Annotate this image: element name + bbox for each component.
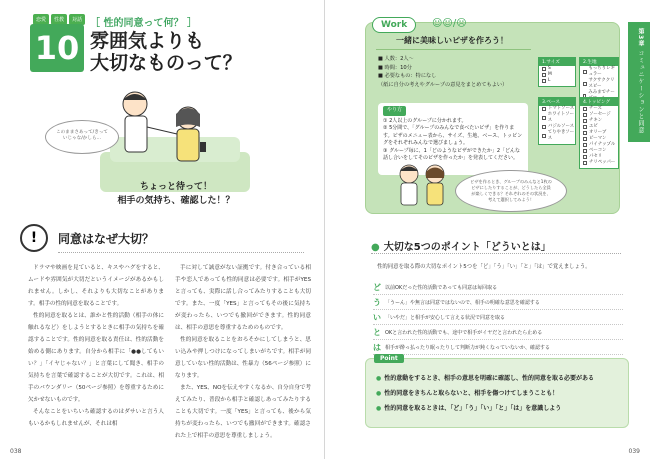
section-title: 同意はなぜ大切？	[58, 231, 155, 246]
point-summary-item: ● 性的意動をするとき、相手の意思を明確に確認し、性的同意を取る必要がある	[376, 371, 594, 386]
option-item[interactable]: ピーマン	[580, 136, 618, 142]
checkbox[interactable]	[542, 116, 546, 120]
category-tag: 性教	[51, 14, 67, 25]
meta-line: ■ 必要なもの：特になし	[378, 73, 437, 79]
size-options	[538, 57, 576, 87]
howto-step: ③ グループ毎に、1「どのようなピザができたか」2「どんな話し合いをしてそのピザを作ったか」を発表してください。	[383, 147, 521, 161]
point-row	[373, 310, 623, 325]
point-label: Point	[374, 354, 404, 363]
body-paragraph: 性的同意を取るとは、誰かと性的活動（相手の体に触れるなど）をしようとするときに相手の気持ちを確認することです。性的同意を取る責任は、性的活動を始める側にあります。自分から相手に「●●してもいい？」「イヤじゃない？」と言葉にして聞き、相手の気持ちを言葉で確認することが大切です。これは、相手のバウンダリー（50ページ参照）を尊重するために欠かせないものです。	[28, 313, 164, 403]
point-kana: は	[373, 342, 381, 352]
option-heading: 4.トッピング	[580, 98, 618, 106]
category-tag: 恋愛	[33, 14, 49, 25]
checkbox[interactable]	[583, 119, 587, 123]
body-paragraph: 手に対して誠意がない証拠です。付き合っている相手や恋人であっても性的同意は必要です。相手がYESと言っても、実際に話し合ってみたりすることも大切です。また、一度「YES」と言ってもその後に気持ちが変わったら、いつでも撤回ができます。性的同意は、相手の意思を尊重するためのものです。	[175, 265, 311, 331]
option-item[interactable]: S	[539, 66, 575, 72]
category-tag: 対話	[69, 14, 85, 25]
topping-options	[579, 97, 619, 169]
body-paragraph: また、YES、NOを伝えやすくなるか、自分自身で考えてみたり、普段から相手と確認しあってみたりすることも大切です。一度「YES」と言っても、後から気持ちが変わったら、いつでも撤回ができます。確認された上で相手の意思を尊重しましょう。	[175, 385, 311, 439]
body-paragraph: そんなことをいちいち確認するのはダサいと言う人もいるかもしれませんが、それは相	[28, 409, 164, 427]
point-summary-item: ● 性的同意を取るときは、「ど」「う」「い」「と」「は」を意識しよう	[376, 401, 594, 416]
speech-bubble: ピザを作るとき、グループのみんなと1枚のピザにしたりすることが、どうしたら全員が楽しくできる？それぞれのその状況を、考えて選択してみよう！	[455, 170, 567, 212]
checkbox[interactable]	[583, 131, 587, 135]
work-label: Work	[372, 17, 416, 33]
option-item[interactable]: M	[539, 72, 575, 78]
checkbox[interactable]	[583, 143, 587, 147]
thought-bubble: このままさあって/きっていじゃな/かしら…	[45, 120, 119, 154]
meta-line: （紙に自分の考えやグループの意見をまとめてもよい）	[378, 81, 508, 88]
point-box	[365, 355, 629, 428]
option-item[interactable]: パセリ	[580, 154, 618, 160]
checkbox[interactable]	[583, 70, 587, 74]
page-title-line: 大切なものって？	[90, 52, 242, 74]
page-title	[90, 30, 310, 74]
howto-step: ① 2人以上のグループに分かれます。	[383, 117, 467, 124]
option-item[interactable]: てりやきソース	[539, 130, 575, 142]
option-item[interactable]: トマトソース	[539, 106, 575, 112]
point-row	[373, 340, 623, 355]
points-lead: 性的同意を取る際の大切なポイント5つを「ど」「う」「い」「と」「は」で覚えましょう。	[377, 264, 591, 270]
meta-line: ■ 人数：2人～	[378, 56, 414, 62]
checkbox[interactable]	[542, 79, 546, 83]
point-row	[373, 280, 623, 295]
point-kana: い	[373, 312, 381, 322]
exclamation-icon: !	[20, 224, 48, 252]
work-divider	[376, 49, 531, 50]
option-item[interactable]: オリーブ	[580, 130, 618, 136]
option-heading: 3.ベース	[539, 98, 575, 106]
checkbox[interactable]	[583, 137, 587, 141]
right-page	[325, 0, 650, 459]
option-item[interactable]: エビ	[580, 124, 618, 130]
checkbox[interactable]	[542, 134, 546, 138]
point-text: OKと言われた性的活動でも、途中で相手がイヤだと言われたら止める	[385, 329, 543, 336]
option-item[interactable]: サクサククリスピー	[580, 78, 618, 90]
chapter-number-badge: 10	[30, 24, 84, 72]
callout-line: ちょっと待って！	[139, 182, 212, 192]
point-kana: ど	[373, 282, 381, 292]
option-item[interactable]: もっちりレギュラー	[580, 66, 618, 78]
point-text: 以前OKだった性的活動であっても同意は毎回取る	[385, 284, 498, 291]
checkbox[interactable]	[542, 67, 546, 71]
meta-line: ■ 時間：10分	[378, 64, 412, 71]
point-row	[373, 325, 623, 340]
chapter-title: コミュニケーションと同意	[637, 50, 644, 135]
point-text: 相手が酔っ払ったり眠ったりして判断力が鈍くなっていないか、確認する	[385, 344, 551, 351]
checkbox[interactable]	[583, 149, 587, 153]
page-number: 039	[628, 448, 640, 455]
checkbox[interactable]	[583, 161, 587, 165]
point-kana: う	[373, 297, 381, 307]
chapter-label: 第3章	[637, 28, 644, 48]
checkbox[interactable]	[583, 125, 587, 129]
option-heading: 1.サイズ	[539, 58, 575, 66]
points-divider	[371, 253, 621, 254]
body-paragraph: 性的同意を取ることをおろそかにしてしまうと、思い込みや押しつけになってしまいがちです。相手が同意していない性的活動は、性暴力（56ページ参照）になります。	[175, 337, 311, 379]
work-title: 一緒に美味しいピザを作ろう！	[396, 36, 508, 45]
option-item[interactable]: ソーセージ	[580, 112, 618, 118]
base-options	[538, 97, 576, 145]
checkbox[interactable]	[583, 155, 587, 159]
option-item[interactable]: ベーコン	[580, 148, 618, 154]
option-item[interactable]: バジルソース	[539, 124, 575, 130]
kids-illustration	[393, 160, 453, 208]
section-heading	[20, 224, 154, 252]
callout-caption	[112, 180, 240, 208]
body-column-1	[28, 262, 164, 430]
option-item[interactable]: チーズ	[580, 106, 618, 112]
body-paragraph: ドラマや映画を見ていると、キスやハグをすると、ムードや雰囲気が大切だというイメージがあるかもしれません。しかし、それよりも大切なことがあります。相手の性的同意を取ることです。	[28, 265, 164, 307]
points-list	[373, 280, 623, 355]
section-divider	[58, 252, 304, 253]
option-item[interactable]: チキン	[580, 118, 618, 124]
option-item[interactable]: ホワイトソース	[539, 112, 575, 124]
option-item[interactable]: みみまでチー	[580, 90, 618, 102]
option-heading: 2.生地	[580, 58, 618, 66]
points-heading: ● 大切な5つのポイント「どういとは」	[371, 242, 551, 253]
point-summary-list	[376, 371, 594, 416]
point-text: 「うーん」や無言は同意ではないので、相手の明確な意思を確認する	[385, 299, 540, 306]
point-row	[373, 295, 623, 310]
howto-heading: やり方	[383, 106, 406, 116]
checkbox[interactable]	[542, 125, 546, 129]
point-kana: と	[373, 327, 381, 337]
checkbox[interactable]	[583, 113, 587, 117]
work-meta	[378, 55, 507, 89]
checkbox[interactable]	[542, 107, 546, 111]
body-column-2	[175, 262, 311, 442]
chapter-side-tab	[628, 22, 650, 142]
callout-line: 相手の気持ち、確認した！？	[117, 196, 235, 206]
topic-kicker: ［ 性的同意って何？ ］	[90, 18, 197, 29]
option-item[interactable]: チリペッパー	[580, 160, 618, 166]
point-summary-item: ● 性的同意をきちんと取らないと、相手を傷つけてしまうことも！	[376, 386, 594, 401]
checkbox[interactable]	[583, 82, 587, 86]
page-title-line: 雰囲気よりも	[90, 30, 205, 52]
checkbox[interactable]	[583, 107, 587, 111]
option-item[interactable]: L	[539, 78, 575, 84]
point-text: 「いやだ」と相手が安心して言える状況で同意を取る	[385, 314, 506, 321]
page-number: 038	[10, 448, 22, 455]
option-item[interactable]: パイナップル	[580, 142, 618, 148]
smiley-icons: ☺☺/☹	[432, 18, 467, 29]
checkbox[interactable]	[542, 73, 546, 77]
bullet-icon: ●	[371, 242, 380, 253]
howto-step: ② 5分間で、「グループのみんなで食べたいピザ」を作ります。ピザのメニュー表から、サイズ、生地、ベース、トッピングをそれぞれみんなで選びましょう。	[383, 125, 523, 146]
